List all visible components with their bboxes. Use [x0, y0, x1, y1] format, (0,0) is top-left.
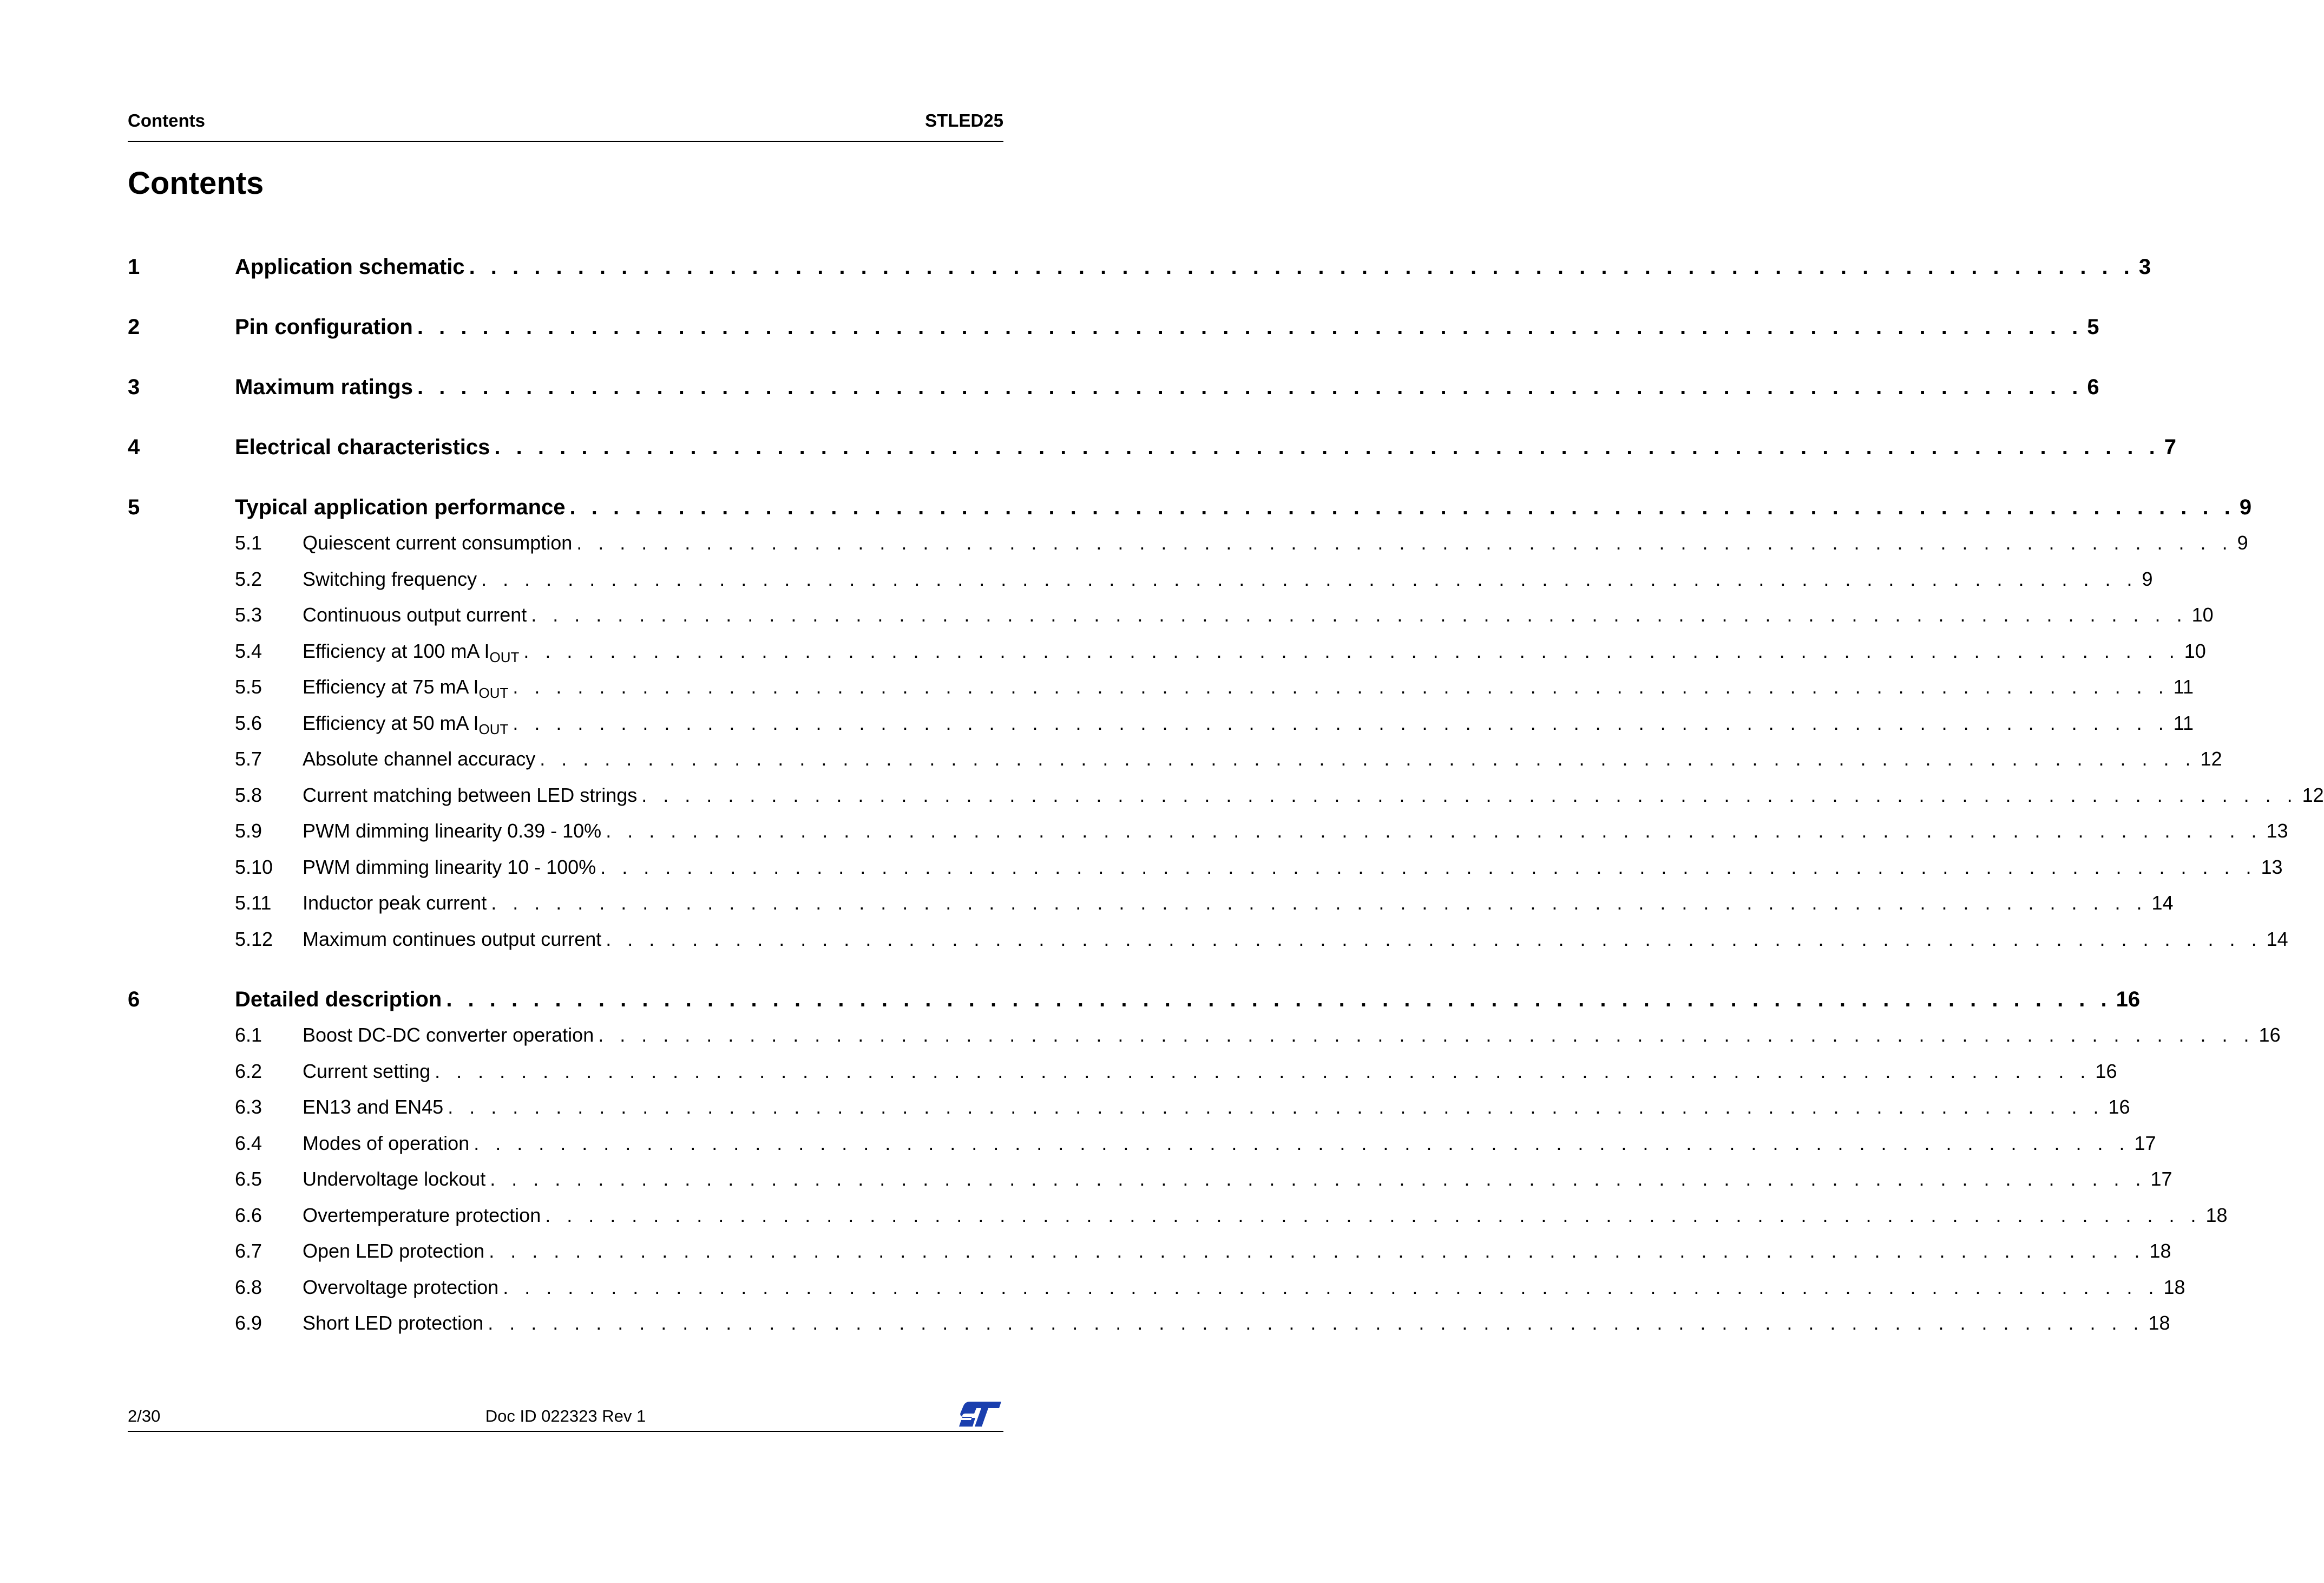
toc-subsection-row[interactable] [128, 1198, 2228, 1234]
footer-page-number: 2/30 [128, 1407, 161, 1425]
toc-leader-dots: . . . . . . . . . . . . . . . . . . . . . . . . . . . . . . . . . . . . . . . . . . . . . . . . . . . . . . . . . . . . . . . . . . . . . . . . . . . . . [606, 820, 2262, 842]
toc-entry-title: Efficiency at 75 mA $I_{OUT}$ [303, 676, 509, 701]
toc-section-row[interactable] [128, 429, 2176, 465]
toc-spacer [128, 405, 1003, 429]
header-product-name: STLED25 [925, 110, 1003, 130]
toc-leader-dots: . . . . . . . . . . . . . . . . . . . . . . . . . . . . . . . . . . . . . . . . . . . . . . . . . . . . . . . . . . . . . . . . . . . . . . . . . . . . . [481, 567, 2138, 590]
toc-entry-number: 5.12 [235, 927, 273, 950]
toc-entry-number: 5.5 [235, 676, 262, 698]
toc-entry-number: 5.3 [235, 604, 262, 626]
toc-leader-dots: . . . . . . . . . . . . . . . . . . . . . . . . . . . . . . . . . . . . . . . . . . . . . . . . . . . . . . . . . . . . . . . . . . . . . . . . . . . . . [641, 783, 2298, 806]
toc-entry-number: 6.8 [235, 1275, 262, 1298]
toc-spacer [128, 465, 1003, 489]
toc-subsection-row[interactable] [128, 813, 2288, 849]
toc-subsection-row[interactable] [128, 1161, 2172, 1198]
toc-subsection-row[interactable] [128, 669, 2194, 705]
toc-entry-page: 9 [2142, 567, 2153, 590]
toc-leader-dots: . . . . . . . . . . . . . . . . . . . . . . . . . . . . . . . . . . . . . . . . . . . . . . . . . . . . . . . . . . . . . . . . . . . . . . . . . . . . . [494, 435, 2160, 459]
toc-entry-title: Maximum continues output current [303, 927, 602, 950]
toc-entry-title: Inductor peak current [303, 892, 487, 914]
toc-entry-title: Current setting [303, 1059, 431, 1082]
toc-subsection-row[interactable] [128, 633, 2206, 670]
toc-entry-number: 6.9 [235, 1312, 262, 1334]
toc-entry-page: 7 [2164, 435, 2176, 459]
toc-entry-page: 16 [2108, 1096, 2130, 1118]
toc-leader-dots: . . . . . . . . . . . . . . . . . . . . . . . . . . . . . . . . . . . . . . . . . . . . . . . . . . . . . . . . . . . . . . . . . . . . . . . . . . . . . [435, 1059, 2091, 1082]
toc-leader-dots: . . . . . . . . . . . . . . . . . . . . . . . . . . . . . . . . . . . . . . . . . . . . . . . . . . . . . . . . . . . . . . . . . . . . . . . . . . . . . [545, 1203, 2202, 1226]
table-of-contents [128, 249, 2324, 1342]
toc-section-row[interactable] [128, 489, 2252, 525]
toc-entry-title: EN13 and EN45 [303, 1096, 444, 1118]
toc-entry-title: Overtemperature protection [303, 1203, 541, 1226]
toc-section-row[interactable] [128, 369, 2099, 405]
toc-entry-title: Detailed description [235, 987, 442, 1011]
toc-entry-number: 5.7 [235, 748, 262, 770]
toc-spacer [128, 345, 1003, 369]
toc-entry-number: 4 [128, 435, 140, 459]
toc-entry-number: 2 [128, 315, 140, 339]
toc-subsection-row[interactable] [128, 885, 2174, 921]
toc-entry-title: PWM dimming linearity 10 - 100% [303, 855, 596, 878]
toc-section-row[interactable] [128, 309, 2099, 345]
toc-entry-number: 6.7 [235, 1240, 262, 1262]
toc-entry-page: 5 [2087, 315, 2099, 339]
toc-entry-page: 10 [2191, 604, 2214, 626]
toc-subsection-row[interactable] [128, 561, 2153, 598]
toc-leader-dots: . . . . . . . . . . . . . . . . . . . . . . . . . . . . . . . . . . . . . . . . . . . . . . . . . . . . . . . . . . . . . . . . . . . . . . . . . . . . . [503, 1275, 2159, 1298]
toc-entry-number: 5.6 [235, 711, 262, 734]
toc-entry-page: 16 [2259, 1024, 2281, 1046]
page-title: Contents [128, 166, 264, 201]
toc-spacer [128, 957, 1003, 982]
toc-entry-page: 16 [2116, 987, 2141, 1011]
toc-leader-dots: . . . . . . . . . . . . . . . . . . . . . . . . . . . . . . . . . . . . . . . . . . . . . . . . . . . . . . . . . . . . . . . . . . . . . . . . . . . . . [598, 1024, 2255, 1046]
toc-entry-title: Undervoltage lockout [303, 1168, 486, 1190]
toc-entry-page: 18 [2163, 1275, 2185, 1298]
toc-spacer [128, 285, 1003, 309]
toc-entry-title: Quiescent current consumption [303, 532, 573, 554]
toc-entry-number: 6.6 [235, 1203, 262, 1226]
toc-leader-dots: . . . . . . . . . . . . . . . . . . . . . . . . . . . . . . . . . . . . . . . . . . . . . . . . . . . . . . . . . . . . . . . . . . . . . . . . . . . . . [513, 711, 2169, 734]
toc-entry-title: Switching frequency [303, 567, 477, 590]
toc-leader-dots: . . . . . . . . . . . . . . . . . . . . . . . . . . . . . . . . . . . . . . . . . . . . . . . . . . . . . . . . . . . . . . . . . . . . . . . . . . . . . [474, 1131, 2130, 1154]
toc-subsection-row[interactable] [128, 1089, 2130, 1126]
toc-subsection-row[interactable] [128, 525, 2248, 561]
toc-leader-dots: . . . . . . . . . . . . . . . . . . . . . . . . . . . . . . . . . . . . . . . . . . . . . . . . . . . . . . . . . . . . . . . . . . . . . . . . . . . . . [531, 604, 2188, 626]
toc-entry-number: 6.1 [235, 1024, 262, 1046]
toc-entry-page: 6 [2087, 375, 2099, 399]
toc-entry-title: Pin configuration [235, 315, 413, 339]
toc-entry-title: Efficiency at 100 mA $I_{OUT}$ [303, 639, 520, 665]
toc-leader-dots: . . . . . . . . . . . . . . . . . . . . . . . . . . . . . . . . . . . . . . . . . . . . . . . . . . . . . . . . . . . . . . . . . . . . . . . . . . . . . [417, 315, 2083, 339]
toc-entry-number: 6.2 [235, 1059, 262, 1082]
toc-leader-dots: . . . . . . . . . . . . . . . . . . . . . . . . . . . . . . . . . . . . . . . . . . . . . . . . . . . . . . . . . . . . . . . . . . . . . . . . . . . . . [606, 927, 2262, 950]
toc-leader-dots: . . . . . . . . . . . . . . . . . . . . . . . . . . . . . . . . . . . . . . . . . . . . . . . . . . . . . . . . . . . . . . . . . . . . . . . . . . . . . [576, 532, 2233, 554]
toc-leader-dots: . . . . . . . . . . . . . . . . . . . . . . . . . . . . . . . . . . . . . . . . . . . . . . . . . . . . . . . . . . . . . . . . . . . . . . . . . . . . . [523, 639, 2180, 662]
toc-entry-number: 5.10 [235, 855, 273, 878]
toc-section-row[interactable] [128, 982, 2141, 1017]
toc-entry-title: Absolute channel accuracy [303, 748, 536, 770]
toc-entry-number: 6.4 [235, 1131, 262, 1154]
toc-entry-number: 6.3 [235, 1096, 262, 1118]
st-logo-shape [959, 1402, 1001, 1427]
toc-subsection-row[interactable] [128, 1017, 2281, 1054]
toc-leader-dots: . . . . . . . . . . . . . . . . . . . . . . . . . . . . . . . . . . . . . . . . . . . . . . . . . . . . . . . . . . . . . . . . . . . . . . . . . . . . . [490, 1168, 2146, 1190]
toc-entry-page: 17 [2150, 1168, 2172, 1190]
footer-doc-id: Doc ID 022323 Rev 1 [485, 1407, 646, 1425]
toc-entry-page: 18 [2149, 1240, 2171, 1262]
toc-entry-number: 6 [128, 987, 140, 1011]
toc-entry-page: 14 [2151, 892, 2174, 914]
header-section-label: Contents [128, 110, 205, 130]
toc-subsection-row[interactable] [128, 849, 2283, 886]
toc-entry-number: 6.5 [235, 1168, 262, 1190]
toc-entry-number: 5.4 [235, 639, 262, 662]
toc-leader-dots: . . . . . . . . . . . . . . . . . . . . . . . . . . . . . . . . . . . . . . . . . . . . . . . . . . . . . . . . . . . . . . . . . . . . . . . . . . . . . [491, 892, 2148, 914]
toc-entry-title: Overvoltage protection [303, 1275, 499, 1298]
toc-leader-dots: . . . . . . . . . . . . . . . . . . . . . . . . . . . . . . . . . . . . . . . . . . . . . . . . . . . . . . . . . . . . . . . . . . . . . . . . . . . . . [417, 375, 2083, 399]
toc-subsection-row[interactable] [128, 1233, 2171, 1270]
toc-subsection-row[interactable] [128, 1270, 2185, 1306]
toc-entry-title: Continuous output current [303, 604, 527, 626]
toc-leader-dots: . . . . . . . . . . . . . . . . . . . . . . . . . . . . . . . . . . . . . . . . . . . . . . . . . . . . . . . . . . . . . . . . . . . . . . . . . . . . . [488, 1312, 2144, 1334]
toc-entry-title: Typical application performance [235, 495, 566, 519]
toc-entry-page: 18 [2205, 1203, 2228, 1226]
toc-entry-title: Open LED protection [303, 1240, 485, 1262]
toc-entry-title: Electrical characteristics [235, 435, 490, 459]
toc-leader-dots: . . . . . . . . . . . . . . . . . . . . . . . . . . . . . . . . . . . . . . . . . . . . . . . . . . . . . . . . . . . . . . . . . . . . . . . . . . . . . [469, 255, 2135, 279]
toc-entry-page: 12 [2302, 783, 2324, 806]
toc-subsection-row[interactable] [128, 705, 2194, 742]
toc-entry-page: 3 [2138, 255, 2151, 279]
toc-subsection-row[interactable] [128, 921, 2288, 958]
toc-entry-page: 11 [2173, 711, 2194, 734]
toc-subsection-row[interactable] [128, 1126, 2156, 1162]
toc-entry-page: 12 [2200, 748, 2222, 770]
toc-entry-page: 9 [2239, 495, 2252, 519]
toc-entry-title: Boost DC-DC converter operation [303, 1024, 594, 1046]
toc-subsection-row[interactable] [128, 597, 2214, 633]
toc-entry-title: PWM dimming linearity 0.39 - 10% [303, 820, 602, 842]
toc-entry-number: 1 [128, 255, 140, 279]
page-header [128, 108, 1003, 142]
toc-entry-number: 5.2 [235, 567, 262, 590]
toc-entry-page: 16 [2095, 1059, 2117, 1082]
toc-leader-dots: . . . . . . . . . . . . . . . . . . . . . . . . . . . . . . . . . . . . . . . . . . . . . . . . . . . . . . . . . . . . . . . . . . . . . . . . . . . . . [446, 987, 2112, 1011]
toc-subsection-row[interactable] [128, 1305, 2170, 1342]
toc-entry-number: 5.8 [235, 783, 262, 806]
toc-entry-page: 10 [2184, 639, 2206, 662]
toc-entry-number: 5 [128, 495, 140, 519]
toc-leader-dots: . . . . . . . . . . . . . . . . . . . . . . . . . . . . . . . . . . . . . . . . . . . . . . . . . . . . . . . . . . . . . . . . . . . . . . . . . . . . . [448, 1096, 2104, 1118]
toc-entry-page: 14 [2266, 927, 2288, 950]
toc-entry-title: Current matching between LED strings [303, 783, 638, 806]
toc-leader-dots: . . . . . . . . . . . . . . . . . . . . . . . . . . . . . . . . . . . . . . . . . . . . . . . . . . . . . . . . . . . . . . . . . . . . . . . . . . . . . [489, 1240, 2145, 1262]
toc-entry-page: 9 [2237, 532, 2248, 554]
page-footer [128, 1399, 1003, 1432]
toc-subsection-row[interactable] [128, 1054, 2117, 1090]
toc-leader-dots: . . . . . . . . . . . . . . . . . . . . . . . . . . . . . . . . . . . . . . . . . . . . . . . . . . . . . . . . . . . . . . . . . . . . . . . . . . . . . [540, 748, 2196, 770]
toc-entry-number: 3 [128, 375, 140, 399]
toc-entry-title: Efficiency at 50 mA $I_{OUT}$ [303, 711, 509, 737]
st-logo-icon [958, 1399, 1003, 1429]
toc-entry-number: 5.11 [235, 892, 272, 914]
toc-entry-number: 5.1 [235, 532, 262, 554]
toc-entry-title: Maximum ratings [235, 375, 413, 399]
toc-leader-dots: . . . . . . . . . . . . . . . . . . . . . . . . . . . . . . . . . . . . . . . . . . . . . . . . . . . . . . . . . . . . . . . . . . . . . . . . . . . . . [600, 855, 2257, 878]
toc-leader-dots: . . . . . . . . . . . . . . . . . . . . . . . . . . . . . . . . . . . . . . . . . . . . . . . . . . . . . . . . . . . . . . . . . . . . . . . . . . . . . [569, 495, 2235, 519]
toc-subsection-row[interactable] [128, 777, 2324, 814]
toc-entry-page: 11 [2173, 676, 2194, 698]
toc-entry-title: Modes of operation [303, 1131, 470, 1154]
toc-entry-page: 18 [2148, 1312, 2170, 1334]
toc-leader-dots: . . . . . . . . . . . . . . . . . . . . . . . . . . . . . . . . . . . . . . . . . . . . . . . . . . . . . . . . . . . . . . . . . . . . . . . . . . . . . [513, 676, 2169, 698]
toc-section-row[interactable] [128, 249, 2151, 285]
toc-entry-page: 13 [2261, 855, 2283, 878]
toc-entry-subscript: OUT [478, 721, 509, 737]
toc-entry-subscript: OUT [489, 649, 520, 665]
toc-entry-title: Short LED protection [303, 1312, 484, 1334]
toc-entry-number: 5.9 [235, 820, 262, 842]
toc-entry-subscript: OUT [478, 685, 509, 701]
toc-entry-title: Application schematic [235, 255, 465, 279]
toc-entry-page: 17 [2134, 1131, 2156, 1154]
toc-subsection-row[interactable] [128, 741, 2222, 777]
toc-entry-page: 13 [2266, 820, 2288, 842]
